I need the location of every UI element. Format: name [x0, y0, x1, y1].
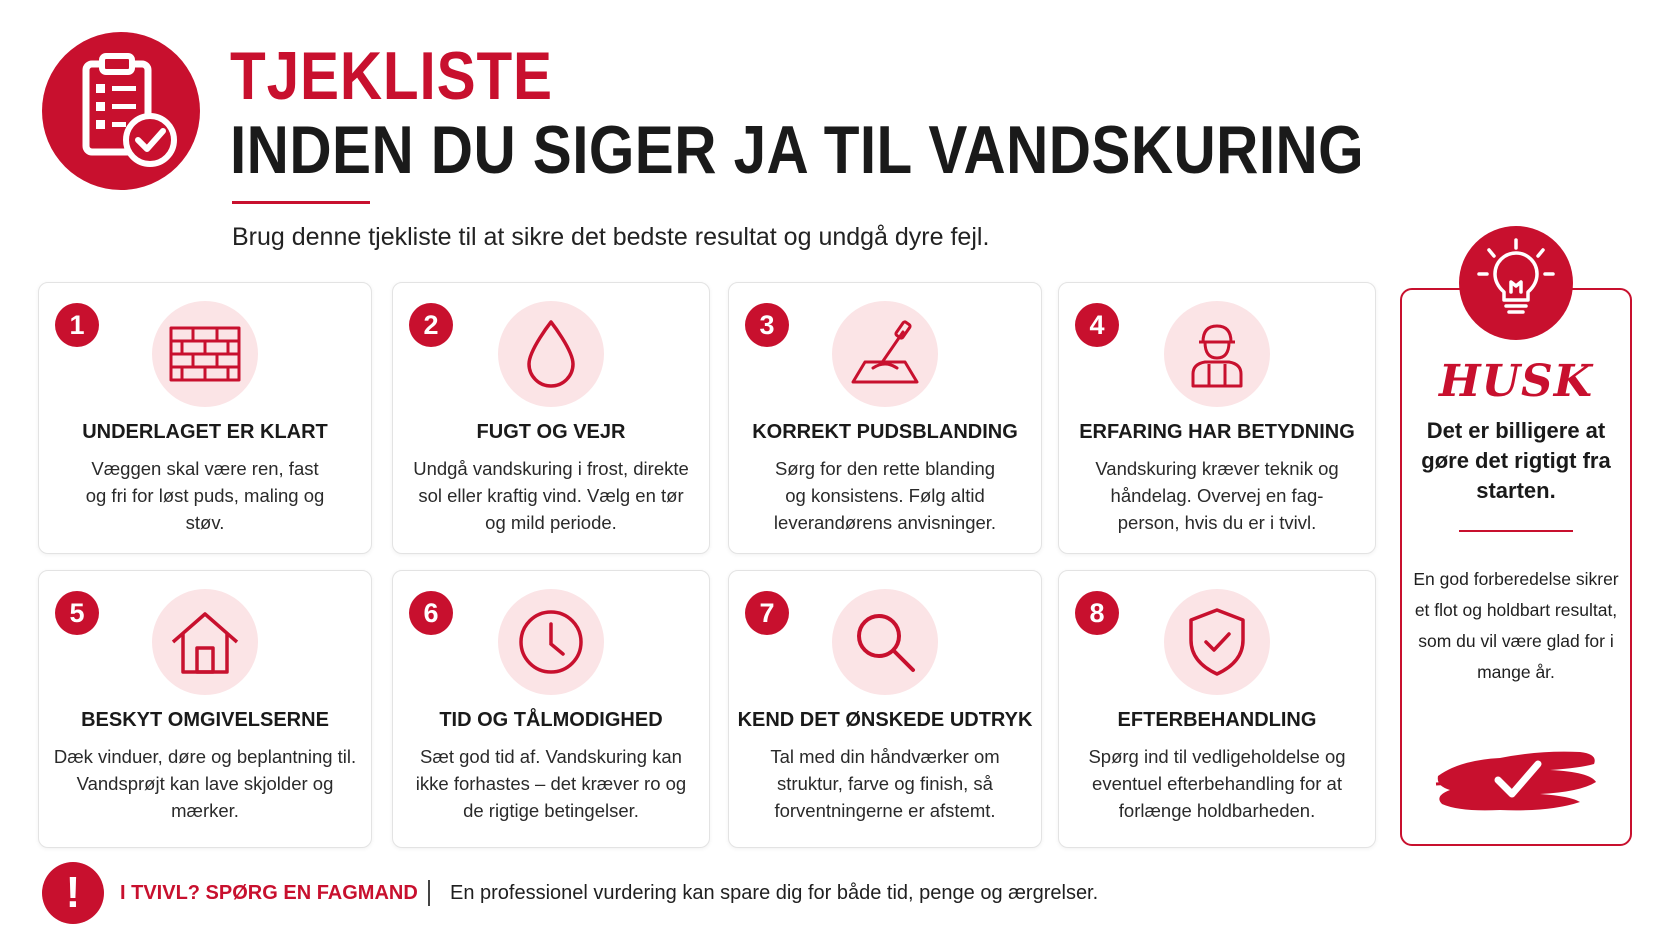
footer-text: En professionel vurdering kan spare dig for både tid, penge og ærgrelser. — [450, 882, 1099, 904]
reminder-title: HUSK — [1439, 356, 1593, 407]
page-subtitle: Brug denne tjekliste til at sikre det bedste resultat og undgå dyre fejl. — [232, 223, 990, 251]
item-description: Spørg ind til vedligeholdelse og eventuel efterbehandling for at forlænge holdbarheden. — [1088, 746, 1346, 821]
item-description: Væggen skal være ren, fast og fri for løst puds, maling og støv. — [85, 458, 325, 533]
clipboard-check-icon — [42, 32, 200, 190]
brush-check-icon — [1430, 732, 1602, 818]
item-title: TID OG TÅLMODIGHED — [439, 709, 663, 731]
item-description: Sørg for den rette blanding og konsistens. Følg altid leverandørens anvisninger. — [773, 458, 997, 533]
item-description: Dæk vinduer, døre og beplantning til. Vandsprøjt kan lave skjolder og mærker. — [53, 746, 357, 821]
reminder-divider — [1459, 530, 1573, 532]
item-number: 7 — [745, 591, 789, 635]
magnifier-icon — [832, 589, 938, 695]
water-drop-icon — [498, 301, 604, 407]
checklist-item-2 — [392, 282, 710, 554]
checklist-item-4 — [1058, 282, 1376, 554]
checklist-item-7 — [728, 570, 1042, 848]
item-title: KEND DET ØNSKEDE UDTRYK — [737, 709, 1033, 731]
item-number: 8 — [1075, 591, 1119, 635]
item-description: Tal med din håndværker om struktur, farve og finish, så forventningerne er afstemt. — [770, 746, 1000, 821]
item-number: 4 — [1075, 303, 1119, 347]
checklist-item-8 — [1058, 570, 1376, 848]
page-title: TJEKLISTE — [230, 38, 553, 114]
footer-separator — [428, 880, 430, 906]
exclamation-icon: ! — [42, 862, 104, 924]
house-icon — [152, 589, 258, 695]
item-number: 2 — [409, 303, 453, 347]
item-title: BESKYT OMGIVELSERNE — [81, 709, 329, 731]
item-number: 1 — [55, 303, 99, 347]
trowel-mix-icon — [832, 301, 938, 407]
checklist-item-1 — [38, 282, 372, 554]
item-number: 3 — [745, 303, 789, 347]
page-heading: INDEN DU SIGER JA TIL VANDSKURING — [230, 112, 1365, 188]
worker-icon — [1164, 301, 1270, 407]
item-title: FUGT OG VEJR — [476, 421, 626, 443]
checklist-item-6 — [392, 570, 710, 848]
item-description: Sæt god tid af. Vandskuring kan ikke forhastes – det kræver ro og de rigtige betingelser. — [415, 746, 687, 821]
title-divider — [232, 201, 370, 204]
reminder-text: Det er billigere at gøre det rigtigt fra starten. — [1421, 418, 1611, 503]
item-description: Vandskuring kræver teknik og håndelag. Overvej en fag-person, hvis du er i tvivl. — [1095, 458, 1339, 533]
item-description: Undgå vandskuring i frost, direkte sol eller kraftig vind. Vælg en tør og mild periode. — [413, 458, 689, 533]
item-number: 5 — [55, 591, 99, 635]
item-title: ERFARING HAR BETYDNING — [1079, 421, 1355, 443]
footer-title: I TVIVL? SPØRG EN FAGMAND — [120, 882, 418, 904]
item-number: 6 — [409, 591, 453, 635]
checklist-item-5 — [38, 570, 372, 848]
lightbulb-icon — [1459, 226, 1573, 340]
shield-check-icon — [1164, 589, 1270, 695]
item-title: EFTERBEHANDLING — [1117, 709, 1317, 731]
checklist-item-3 — [728, 282, 1042, 554]
clock-icon — [498, 589, 604, 695]
item-title: KORREKT PUDSBLANDING — [752, 421, 1018, 443]
item-title: UNDERLAGET ER KLART — [82, 421, 328, 443]
reminder-subtext: En god forberedelse sikrer et flot og holdbart resultat, som du vil være glad for i mange år. — [1413, 569, 1619, 682]
brick-wall-icon — [152, 301, 258, 407]
